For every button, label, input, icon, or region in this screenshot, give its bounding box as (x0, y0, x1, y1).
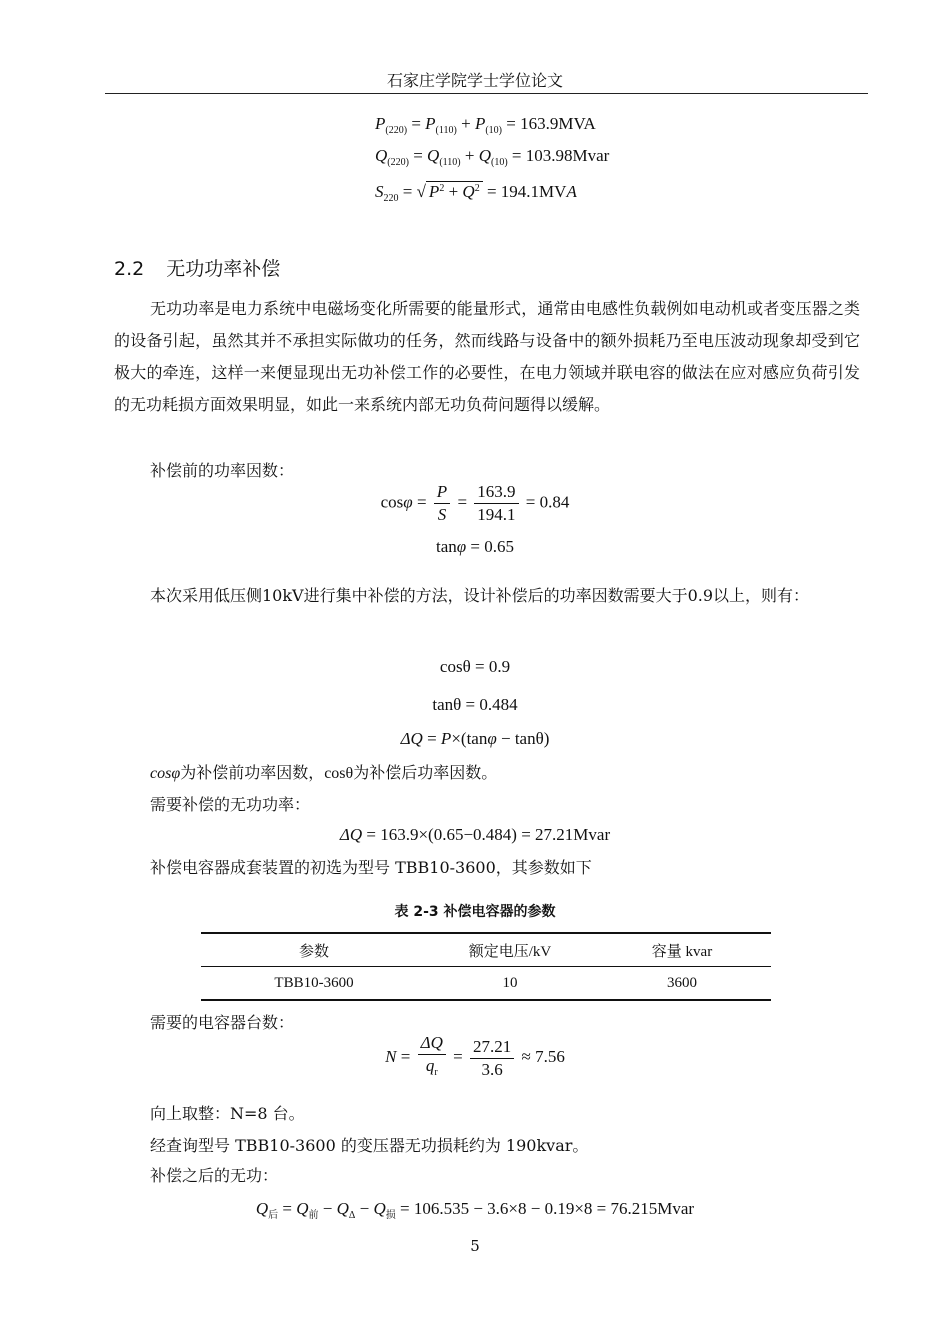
equation-costheta: cosθ = 0.9 (439, 657, 511, 676)
table-header-cell: 容量 kvar (651, 943, 713, 960)
equation-deltaq-formula: ΔQ = P×(tanφ − tanθ) (400, 729, 550, 748)
equation-tantheta: tanθ = 0.484 (432, 695, 518, 714)
note-line: cosφ为补偿前功率因数，cosθ为补偿后功率因数。 (150, 763, 498, 782)
table-header-cell: 参数 (298, 943, 329, 960)
paragraph-intro: 无功功率是电力系统中电磁场变化所需要的能量形式，通常由电感性负载例如电动机或者变压器之类的设备引起，虽然其并不承担实际做功的任务，然而线路与设备中的额外损耗乃至电压波动现象却受到它极大的牵连，这样一来便显现出无功补偿工作的必要性，在电力领域并联电容的做法在应对感应负荷引发的无功耗损方面效果明显，如此一来系统内部无功负荷问题得以缓解。 (114, 299, 860, 414)
round-up-line: 向上取整：N=8 台。 (150, 1104, 305, 1123)
need-label: 需要补偿的无功功率： (150, 795, 311, 814)
table-caption: 表 2-3 补偿电容器的参数 (394, 904, 556, 920)
section-heading (114, 254, 280, 281)
equation-p220: $P_{(220)} = P_{(110)} + P_{(10)} = 163.9MVA$ (375, 114, 596, 136)
table-row (201, 967, 771, 1001)
header-rule (105, 93, 868, 94)
table-header-cell: 额定电压/kV (468, 943, 552, 960)
after-label: 补偿之后的无功： (150, 1166, 279, 1185)
running-header: 石家庄学院学士学位论文 (386, 71, 563, 90)
loss-line: 经查询型号 TBB10-3600 的变压器无功损耗约为 190kvar。 (150, 1136, 589, 1155)
device-line: 补偿电容器成套装置的初选为型号 TBB10-3600，其参数如下 (150, 858, 592, 877)
before-label: 补偿前的功率因数： (150, 461, 295, 480)
section-number: 2.2 (114, 258, 145, 280)
equation-n: N = $\frac{\Delta Q}{q_r}$ = $\frac{27.21}{3.6}$ ≈ 7.56 (385, 1033, 565, 1079)
count-label: 需要的电容器台数： (150, 1013, 295, 1032)
equation-q220: $Q_{(220)} = Q_{(110)} + Q_{(10)}$ = 103.98Mvar (375, 146, 610, 168)
page-number: 5 (470, 1237, 480, 1255)
equation-tanphi: tanφ = 0.65 (435, 537, 515, 556)
table-header-row (201, 933, 771, 967)
table-cell: 10 (502, 974, 518, 991)
equation-cosphi: cosφ = $\frac{P}{S}$ = $\frac{163.9}{194.1}$ = 0.84 (380, 482, 570, 524)
capacitor-params-table (201, 932, 771, 1001)
table-cell: 3600 (667, 974, 697, 991)
equation-deltaq-value: ΔQ = 163.9×(0.65−0.484) = 27.21Mvar (339, 825, 611, 844)
equation-final-q: $Q_后 = Q_前 - Q_\Delta - Q_损 = 106.535 - 3.6\times 8 - 0.19\times 8$ = 76.215Mvar (255, 1199, 695, 1221)
equation-s220: $S_{220}$ = √ $P^2 + Q^2 = 194.1MVA$ (375, 182, 577, 204)
section-title: 无功功率补偿 (166, 258, 281, 280)
table-cell: TBB10-3600 (274, 974, 354, 991)
paragraph-method: 本次采用低压侧10kV进行集中补偿的方法，设计补偿后的功率因数需要大于0.9以上，则有： (150, 586, 810, 605)
